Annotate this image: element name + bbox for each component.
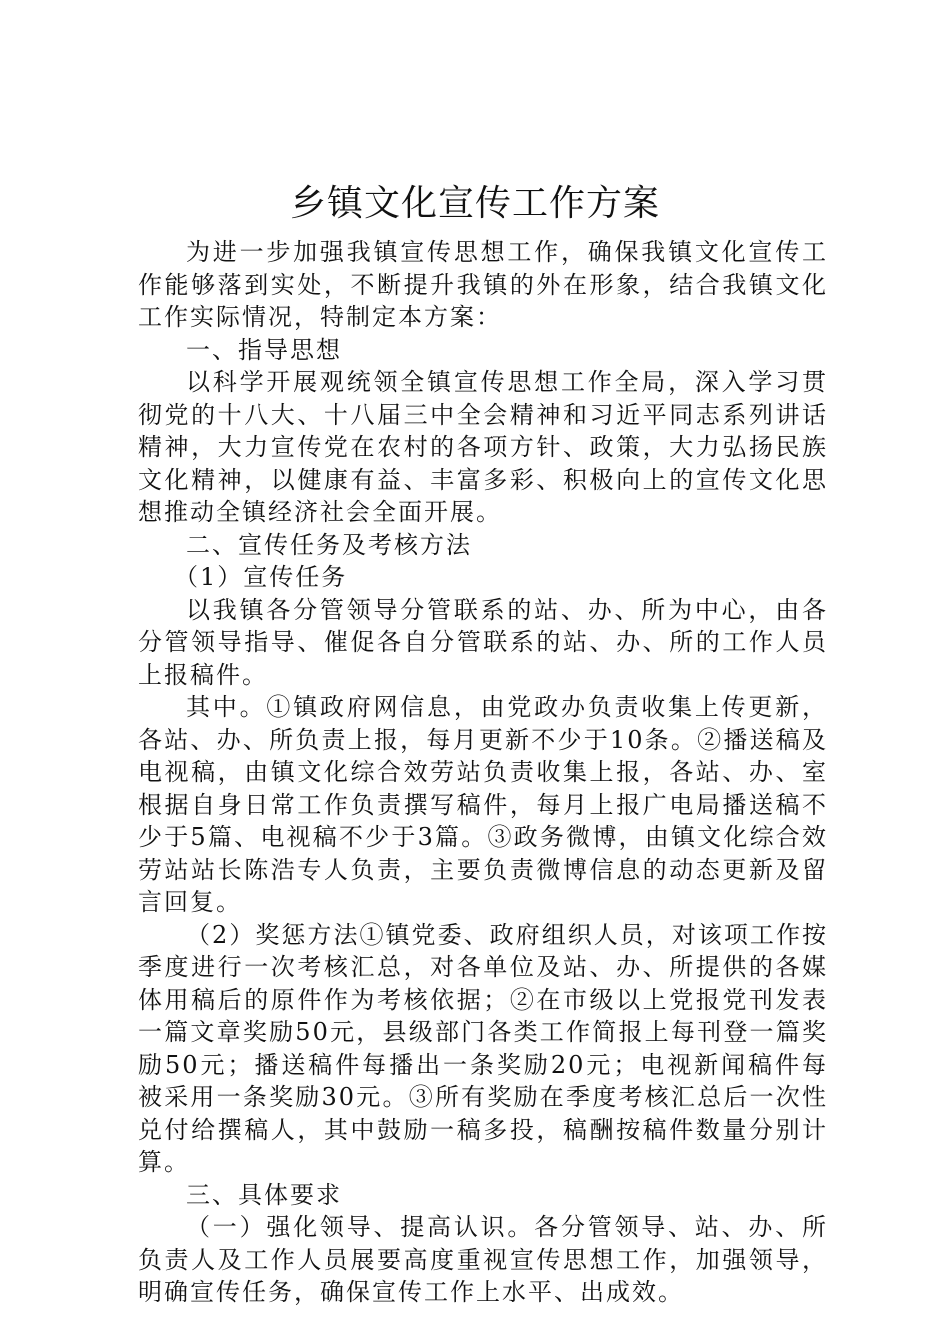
rewards-paragraph: （2）奖惩方法①镇党委、政府组织人员，对该项工作按季度进行一次考核汇总，对各单位及站、办、所提供的各媒体用稿后的原件作为考核依据；②在市级以上党报党刊发表一篇文章奖励50元，县级部门各类工作简报上每刊登一篇奖励50元；播送稿件每播出一条奖励20元；电视新闻稿件每被采用一条奖励30元。③所有奖励在季度考核汇总后一次性兑付给撰稿人，其中鼓励一稿多投，稿酬按稿件数量分别计算。 [138, 920, 828, 1176]
requirements-paragraph: （一）强化领导、提高认识。各分管领导、站、办、所负责人及工作人员展要高度重视宣传思想工作，加强领导，明确宣传任务，确保宣传工作上水平、出成效。 [138, 1213, 828, 1306]
publicity-tasks-detail-paragraph: 其中。①镇政府网信息，由党政办负责收集上传更新，各站、办、所负责上报，每月更新不少于10条。②播送稿及电视稿，由镇文化综合效劳站负责收集上报，各站、办、室根据自身日常工作负责撰写稿件，每月上报广电局播送稿不少于5篇、电视稿不少于3篇。③政务微博，由镇文化综合效劳站站长陈浩专人负责，主要负责微博信息的动态更新及留言回复。 [138, 693, 828, 916]
guiding-thought-paragraph: 以科学开展观统领全镇宣传思想工作全局，深入学习贯彻党的十八大、十八届三中全会精神和习近平同志系列讲话精神，大力宣传党在农村的各项方针、政策，大力弘扬民族文化精神，以健康有益、丰富多彩、积极向上的宣传文化思想推动全镇经济社会全面开展。 [138, 368, 828, 526]
section-heading-tasks-assessment: 二、宣传任务及考核方法 [186, 530, 472, 559]
document-title: 乡镇文化宣传工作方案 [289, 183, 660, 224]
intro-paragraph: 为进一步加强我镇宣传思想工作，确保我镇文化宣传工作能够落到实处，不断提升我镇的外在形象，结合我镇文化工作实际情况，特制定本方案： [138, 238, 828, 331]
publicity-tasks-paragraph: 以我镇各分管领导分管联系的站、办、所为中心，由各分管领导指导、催促各自分管联系的站、办、所的工作人员上报稿件。 [138, 595, 828, 689]
section-heading-guiding-thought: 一、指导思想 [186, 335, 342, 364]
section-heading-requirements: 三、具体要求 [186, 1180, 342, 1209]
subsection-heading-publicity-tasks: （1）宣传任务 [174, 563, 348, 591]
document-body [138, 236, 828, 1309]
